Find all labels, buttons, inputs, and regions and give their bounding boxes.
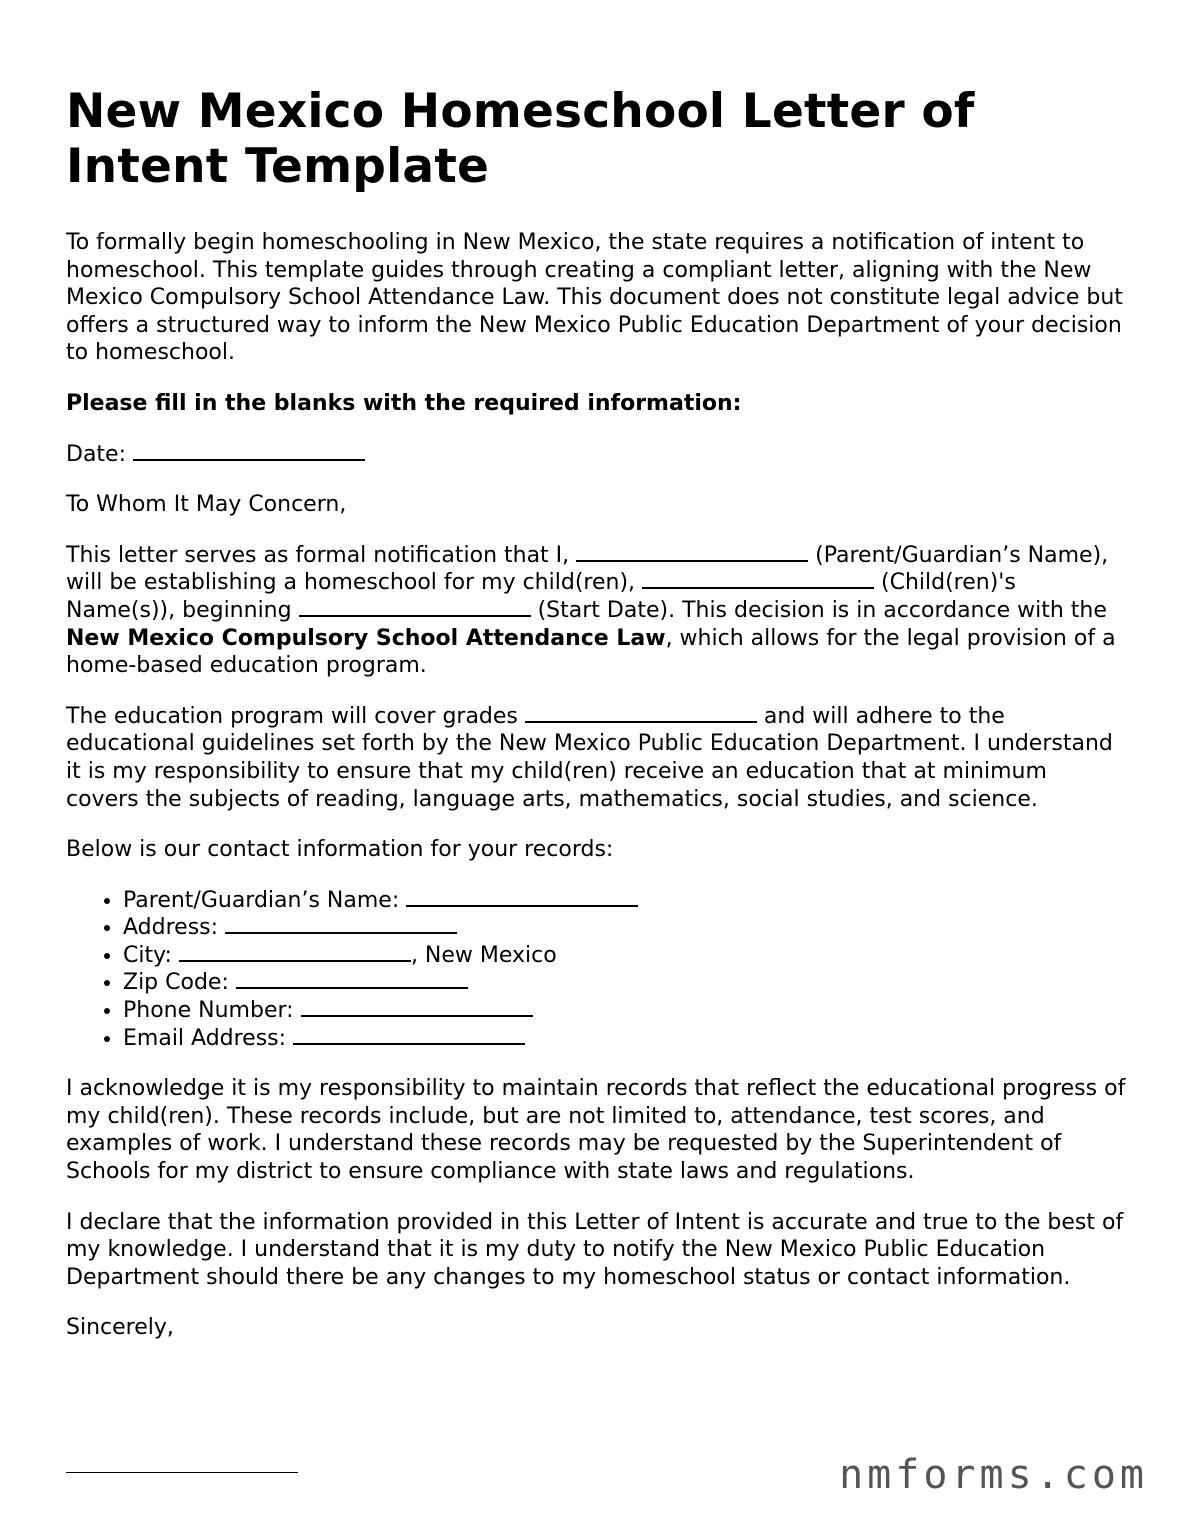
notification-paragraph — [66, 542, 1126, 680]
email-label: Email Address: — [123, 1025, 287, 1051]
notification-text-2: (Parent/Guardian’s Name), will be establishing a homeschool for my child(ren), — [66, 542, 1109, 596]
instruction-text: Please fill in the blanks with the required information: — [66, 390, 742, 416]
list-item — [123, 1025, 1126, 1053]
list-item — [123, 997, 1126, 1025]
document-title: New Mexico Homeschool Letter of Intent Template — [66, 84, 975, 194]
letter-page — [66, 84, 1126, 1342]
start-date-blank[interactable] — [299, 599, 531, 617]
city-label: City: — [123, 942, 172, 968]
address-label: Address: — [123, 915, 219, 941]
zip-blank[interactable] — [236, 971, 468, 989]
notification-text-3: (Child(ren)'s Name(s)), beginning — [66, 570, 1016, 623]
intro-paragraph: To formally begin homeschooling in New Mexico, the state requires a notification of intent to homeschool. This template guides through creating a compliant letter, aligning with the New Mexico Compulsory School Attendance Law. This document does not constitute legal advice but offers a structured way to inform the New Mexico Public Education Department of your decision to homeschool. — [66, 230, 1123, 366]
program-paragraph — [66, 703, 1126, 813]
city-suffix: , New Mexico — [410, 942, 557, 968]
phone-blank[interactable] — [301, 999, 533, 1017]
address-blank[interactable] — [225, 916, 457, 934]
list-item — [123, 914, 1126, 942]
notification-text-5: , which allows for the legal provision of a home-based education program. — [66, 625, 1116, 679]
child-names-blank[interactable] — [642, 571, 874, 589]
program-text-1: The education program will cover grades — [66, 703, 518, 729]
zip-label: Zip Code: — [123, 970, 229, 996]
contact-parent-blank[interactable] — [406, 889, 638, 907]
declaration-paragraph: I declare that the information provided in this Letter of Intent is accurate and true to the best of my knowledge. I understand that it is my duty to notify the New Mexico Public Education Department should there be any changes to my homeschool status or contact information. — [66, 1209, 1124, 1290]
parent-name-label: Parent/Guardian’s Name: — [123, 887, 400, 913]
program-text-2: and will adhere to the educational guidelines set forth by the New Mexico Public Education Department. I understand it is my responsibility to ensure that my child(ren) receive an education that at minimum covers the subjects of reading, language arts, mathematics, social studies, and science. — [66, 703, 1113, 812]
list-item — [123, 969, 1126, 997]
email-blank[interactable] — [293, 1027, 525, 1045]
grades-blank[interactable] — [525, 705, 757, 723]
date-blank[interactable] — [133, 443, 365, 461]
list-item — [123, 942, 1126, 970]
notification-text-4: (Start Date). This decision is in accordance with the — [537, 597, 1107, 623]
notification-text-1: This letter serves as formal notification that I, — [66, 542, 570, 568]
salutation: To Whom It May Concern, — [66, 492, 347, 518]
city-blank[interactable] — [179, 944, 411, 962]
signature-line[interactable] — [66, 1472, 298, 1473]
law-name: New Mexico Compulsory School Attendance Law — [66, 625, 666, 651]
watermark: nmforms.com — [839, 1452, 1148, 1498]
contact-list — [66, 887, 1126, 1053]
date-line — [66, 441, 1126, 469]
acknowledgement-paragraph: I acknowledge it is my responsibility to maintain records that reflect the educational progress of my child(ren). These records include, but are not limited to, attendance, test scores, and examples of work. I understand these records may be requested by the Superintendent of Schools for my district to ensure compliance with state laws and regulations. — [66, 1076, 1126, 1185]
contact-intro: Below is our contact information for your records: — [66, 837, 614, 863]
list-item — [123, 887, 1126, 915]
closing: Sincerely, — [66, 1315, 174, 1341]
date-label: Date: — [66, 441, 126, 467]
phone-label: Phone Number: — [123, 998, 294, 1024]
parent-name-blank[interactable] — [576, 544, 808, 562]
